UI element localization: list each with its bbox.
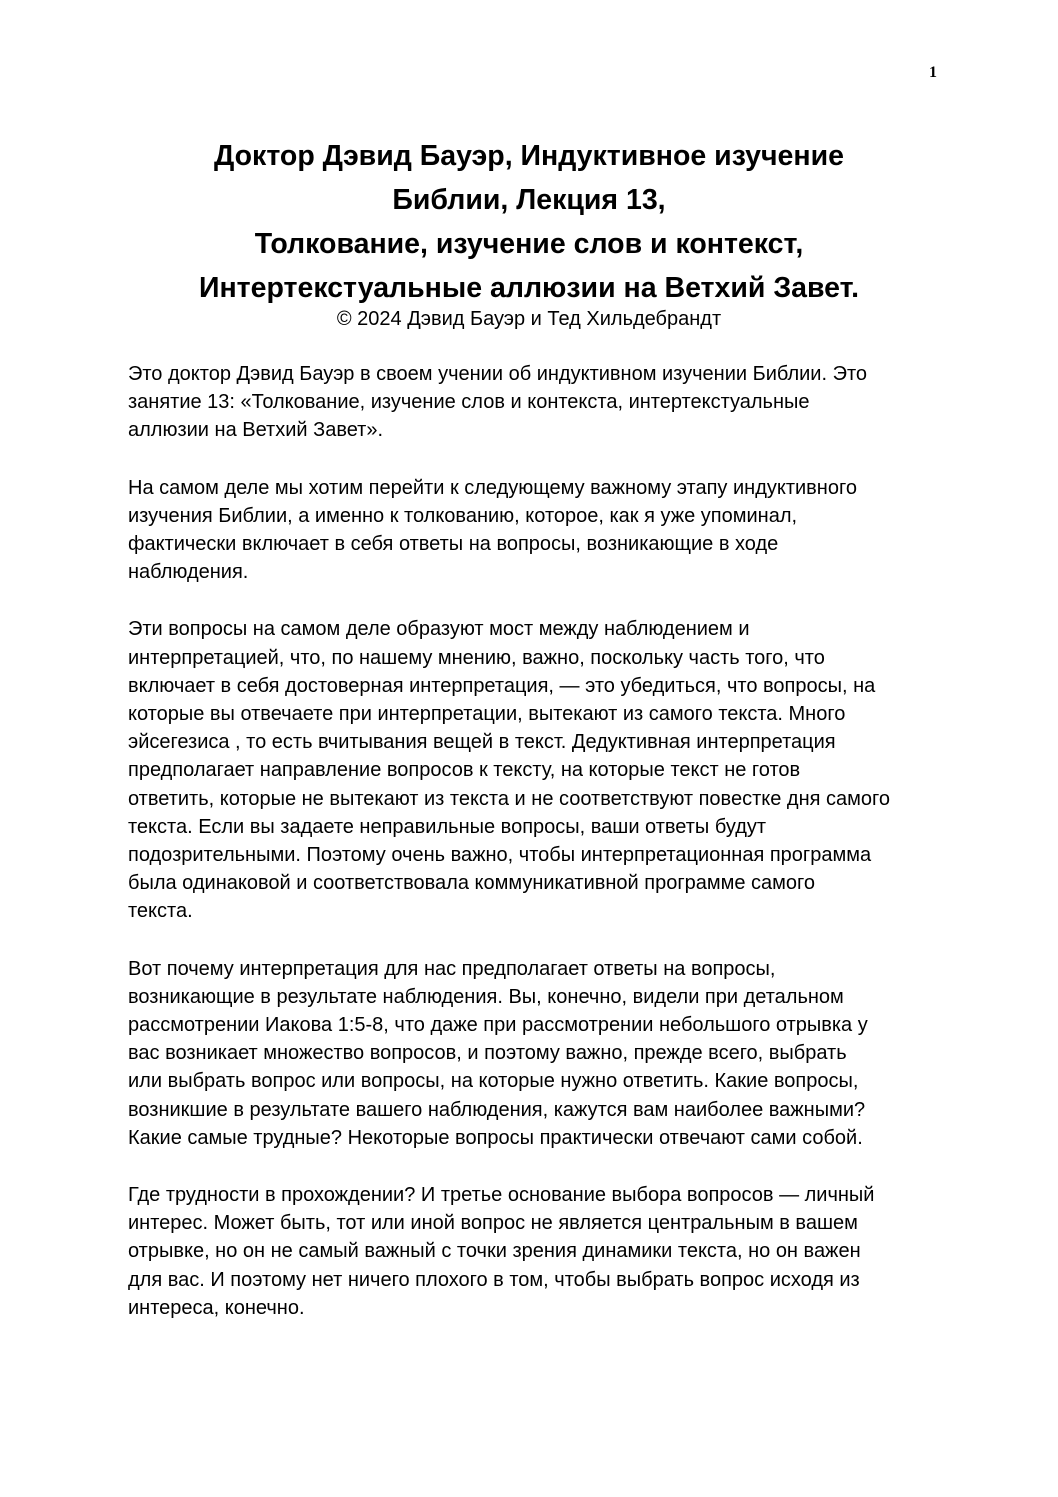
- paragraph: [128, 1181, 940, 1322]
- text-line: для вас. И поэтому нет ничего плохого в том, чтобы выбрать вопрос исходя из: [128, 1268, 860, 1291]
- text-line: Какие самые трудные? Некоторые вопросы практически отвечают сами собой.: [128, 1126, 863, 1149]
- text-line: На самом деле мы хотим перейти к следующему важному этапу индуктивного: [128, 476, 857, 499]
- title-line: Толкование, изучение слов и контекст,: [254, 228, 804, 260]
- text-line: вас возникает множество вопросов, и поэтому важно, прежде всего, выбрать: [128, 1042, 847, 1065]
- title-block: [100, 134, 958, 334]
- text-line: рассмотрении Иакова 1:5-8, что даже при рассмотрении небольшого отрывка у: [128, 1014, 868, 1037]
- title-line: Интертекстуальные аллюзии на Ветхий Завет.: [198, 272, 860, 304]
- page-number: 1: [929, 64, 937, 81]
- text-line: Эти вопросы на самом деле образуют мост между наблюдением и: [128, 618, 750, 641]
- text-line: Вот почему интерпретация для нас предполагает ответы на вопросы,: [128, 957, 776, 980]
- text-line: была одинаковой и соответствовала коммуникативной программе самого: [128, 872, 816, 895]
- title-line: Доктор Дэвид Бауэр, Индуктивное изучение: [214, 140, 844, 172]
- text-line: занятие 13: «Толкование, изучение слов и контекста, интертекстуальные: [128, 391, 810, 414]
- text-line: наблюдения.: [128, 561, 249, 584]
- paragraph: [128, 360, 940, 445]
- text-line: фактически включает в себя ответы на вопросы, возникающие в ходе: [128, 533, 779, 556]
- text-line: аллюзии на Ветхий Завет».: [128, 419, 384, 442]
- text-line: Где трудности в прохождении? И третье основание выбора вопросов — личный: [128, 1184, 875, 1207]
- text-line: или выбрать вопрос или вопросы, на которые нужно ответить. Какие вопросы,: [128, 1070, 859, 1093]
- text-line: интерес. Может быть, тот или иной вопрос не является центральным в вашем: [128, 1212, 858, 1235]
- text-line: текста.: [128, 900, 193, 923]
- text-line: изучения Библии, а именно к толкованию, которое, как я уже упоминал,: [128, 504, 798, 527]
- text-line: возникающие в результате наблюдения. Вы, конечно, видели при детальном: [128, 985, 844, 1008]
- paragraph: [128, 955, 940, 1152]
- text-line: включает в себя достоверная интерпретация, — это убедиться, что вопросы, на: [128, 674, 876, 697]
- text-line: отрывке, но он не самый важный с точки зрения динамики текста, но он важен: [128, 1240, 861, 1263]
- paragraph: [128, 615, 940, 925]
- text-line: текста. Если вы задаете неправильные вопросы, ваши ответы будут: [128, 815, 767, 838]
- text-line: ответить, которые не вытекают из текста и не соответствуют повестке дня самого: [128, 787, 890, 810]
- copyright-notice: © 2024 Дэвид Бауэр и Тед Хильдебрандт: [336, 308, 722, 330]
- text-line: возникшие в результате вашего наблюдения, кажутся вам наиболее важными?: [128, 1098, 866, 1121]
- text-line: которые вы отвечаете при интерпретации, вытекают из самого текста. Много: [128, 703, 846, 726]
- paragraph: [128, 474, 940, 587]
- text-line: подозрительными. Поэтому очень важно, чтобы интерпретационная программа: [128, 844, 872, 867]
- body-text: [128, 360, 940, 1351]
- text-line: интерпретацией, что, по нашему мнению, важно, поскольку часть того, что: [128, 646, 825, 669]
- text-line: эйсегезиса , то есть вчитывания вещей в текст. Дедуктивная интерпретация: [128, 731, 836, 754]
- text-line: Это доктор Дэвид Бауэр в своем учении об индуктивном изучении Библии. Это: [128, 363, 868, 385]
- text-line: интереса, конечно.: [128, 1296, 305, 1319]
- text-line: предполагает направление вопросов к тексту, на которые текст не готов: [128, 759, 801, 782]
- title-line: Библии, Лекция 13,: [392, 184, 666, 216]
